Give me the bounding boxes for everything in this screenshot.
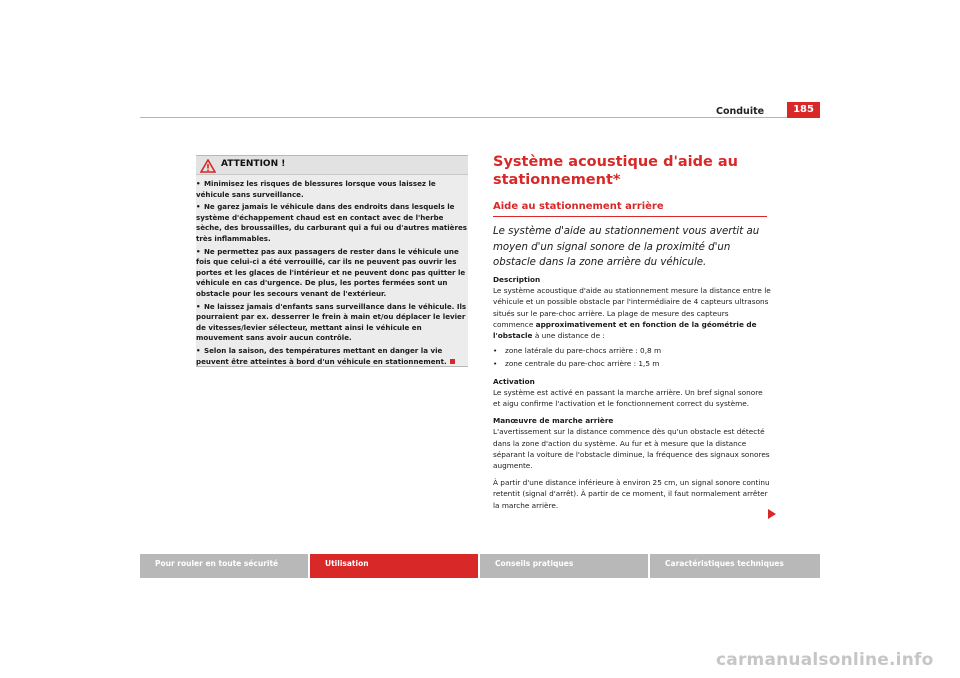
bullet-icon: • <box>196 301 201 311</box>
bullet-icon: • <box>196 345 201 355</box>
subtitle-rule <box>493 216 767 217</box>
end-of-section-icon <box>450 359 455 364</box>
warning-list <box>196 179 468 369</box>
body-text <box>493 274 771 511</box>
header-rule <box>140 117 820 118</box>
warning-item: • Ne laissez jamais d'enfants sans surveillance dans le véhicule. Ils pourraient par ex. desserrer le frein à main et/ou déplacer le levier de vitesses/levier sélecteur, mettant ainsi le véhicule en mouvement sans avoir aucun contrôle. <box>196 301 467 343</box>
activation-heading: Activation <box>493 376 535 386</box>
section-title: Système acoustique d'aide au stationnement* <box>493 154 739 188</box>
list-item: • zone latérale du pare-chocs arrière : 0,8 m <box>493 346 662 356</box>
footer-nav <box>140 554 820 578</box>
bullet-icon: • <box>493 346 498 356</box>
warning-item: • Ne garez jamais le véhicule dans des endroits dans lesquels le système d'échappement chaud est en contact avec de l'herbe sèche, des broussailles, du carburant qui a fui ou d'autres matières très inflammables. <box>196 202 468 243</box>
warning-item: • Minimisez les risques de blessures lorsque vous laissez le véhicule sans surveillance. <box>196 179 436 199</box>
warning-box <box>196 155 468 367</box>
section-intro: Le système d'aide au stationnement vous avertit au moyen d'un signal sonore de la proximité d'un obstacle dans la zone arrière du véhicule. <box>493 226 760 268</box>
list-item: • zone centrale du pare-choc arrière : 1,5 m <box>493 359 660 369</box>
footer-tab-safety[interactable]: Pour rouler en toute sécurité <box>140 554 308 578</box>
bullet-icon: • <box>196 179 201 188</box>
reverse-paragraph-2: À partir d'une distance inférieure à environ 25 cm, un signal sonore continu retentit (signal d'arrêt). À partir de ce moment, il faut normalement arrêter la marche arrière. <box>493 478 770 510</box>
warning-item: • Selon la saison, des températures mettant en danger la vie peuvent être atteintes à bord d'un véhicule en stationnement. <box>196 346 468 367</box>
section-subtitle: Aide au stationnement arrière <box>493 201 664 212</box>
warning-triangle-icon <box>200 159 216 173</box>
next-page-arrow-icon <box>768 509 776 519</box>
range-list <box>493 345 771 369</box>
footer-tab-usage[interactable]: Utilisation <box>310 554 478 578</box>
watermark: carmanualsonline.info <box>716 650 934 670</box>
warning-title: ATTENTION ! <box>221 159 286 169</box>
page-number: 185 <box>787 102 820 118</box>
chapter-title: Conduite <box>716 106 765 117</box>
warning-header <box>196 156 468 175</box>
activation-paragraph: Le système est activé en passant la marche arrière. Un bref signal sonore et aigu confirme l'activation et le fonctionnement correct du système. <box>493 387 763 409</box>
bullet-icon: • <box>493 359 498 369</box>
footer-tab-specs[interactable]: Caractéristiques techniques <box>650 554 820 578</box>
description-paragraph: Le système acoustique d'aide au stationnement mesure la distance entre le véhicule et un possible obstacle par l'intermédiaire de 4 capteurs ultrasons situés sur le pare-choc arrière. La plage de mesure des capteurs commence approximativement et en fonction de la géométrie de l'obstacle à une distance de : <box>493 286 771 341</box>
description-heading: Description <box>493 275 541 284</box>
bullet-icon: • <box>196 246 201 256</box>
reverse-heading: Manœuvre de marche arrière <box>493 416 614 426</box>
bullet-icon: • <box>196 202 201 212</box>
reverse-paragraph: L'avertissement sur la distance commence dès qu'un obstacle est détecté dans la zone d'action du système. Au fur et à mesure que la distance séparant la voiture de l'obstacle diminue, la fréquence des signaux sonores augmente. <box>493 427 770 471</box>
warning-item: • Ne permettez pas aux passagers de rester dans le véhicule une fois que celui-ci a été verrouillé, car ils ne peuvent pas ouvrir les portes et les glaces de l'intérieur et ne peuvent donc pas quitter le véhicule en cas d'urgence. De plus, les portes fermées sont un obstacle pour les secours venant de l'extérieur. <box>196 246 466 298</box>
footer-tab-tips[interactable]: Conseils pratiques <box>480 554 648 578</box>
